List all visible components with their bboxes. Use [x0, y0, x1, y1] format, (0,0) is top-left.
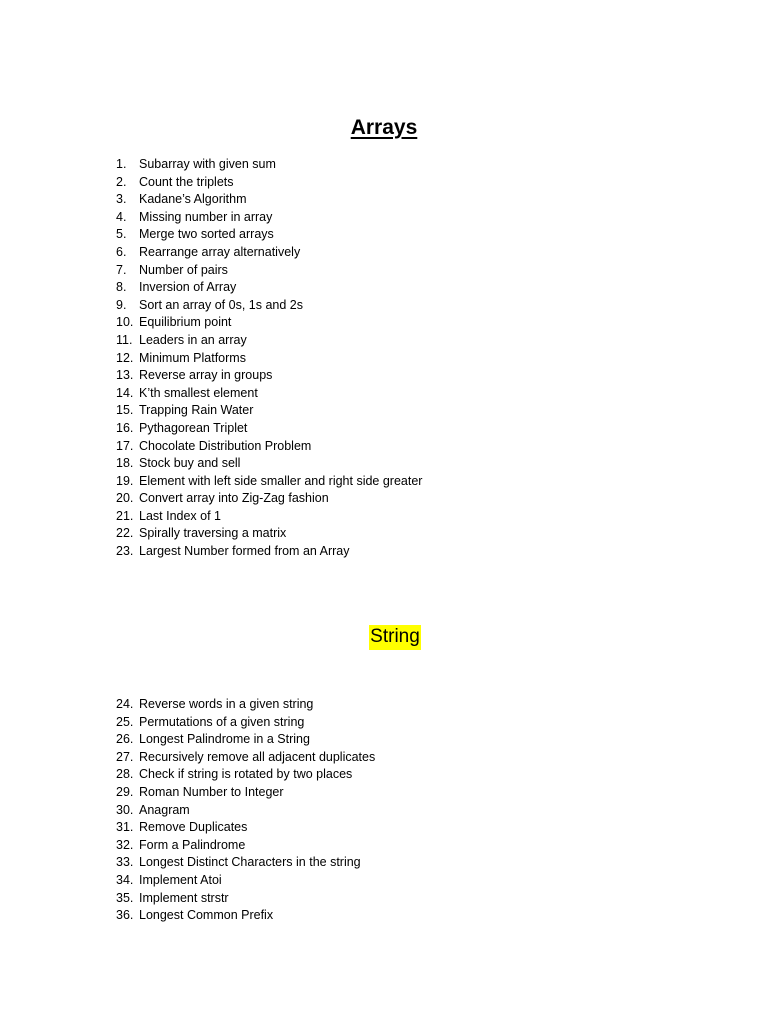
list-item-number: 22.	[116, 526, 134, 541]
list-item-number: 12.	[116, 350, 134, 365]
list-item	[116, 191, 422, 209]
list-item	[116, 402, 422, 420]
list-item-text: Roman Number to Integer	[139, 784, 284, 799]
list-item-number: 36.	[116, 908, 134, 923]
list-item	[116, 156, 422, 174]
list-item-text: Merge two sorted arrays	[139, 227, 274, 242]
list-item-number: 25.	[116, 714, 134, 729]
list-item-number: 28.	[116, 767, 134, 782]
list-item-number: 29.	[116, 784, 134, 799]
list-item-number: 8.	[116, 280, 127, 295]
list-item-number: 31.	[116, 820, 134, 835]
list-item-text: Inversion of Array	[139, 280, 237, 295]
list-item	[116, 508, 422, 526]
list-item-text: Kadane’s Algorithm	[139, 192, 247, 207]
list-item	[116, 696, 375, 714]
list-item	[116, 209, 422, 227]
list-item-number: 17.	[116, 438, 134, 453]
list-item	[116, 438, 422, 456]
list-item	[116, 490, 422, 508]
list-item-text: Count the triplets	[139, 174, 234, 189]
string-list	[116, 696, 375, 925]
list-item	[116, 543, 422, 561]
list-item-text: Recursively remove all adjacent duplicates	[139, 749, 376, 764]
list-item-number: 5.	[116, 227, 127, 242]
list-item-number: 11.	[116, 332, 133, 347]
list-item	[116, 262, 422, 280]
list-item-text: Subarray with given sum	[139, 157, 276, 171]
list-item-text: Leaders in an array	[139, 332, 247, 347]
list-item	[116, 473, 422, 491]
list-item-text: Longest Palindrome in a String	[139, 732, 310, 747]
list-item	[116, 174, 422, 192]
list-item	[116, 731, 375, 749]
list-item-text: Stock buy and sell	[139, 456, 241, 471]
list-item-number: 24.	[116, 697, 134, 711]
string-heading	[0, 625, 768, 650]
arrays-title: Arrays	[350, 116, 418, 139]
list-item-number: 9.	[116, 297, 127, 312]
list-item-text: Convert array into Zig-Zag fashion	[139, 491, 329, 506]
list-item	[116, 872, 375, 890]
list-item	[116, 279, 422, 297]
list-item-number: 20.	[116, 491, 134, 506]
list-item-number: 34.	[116, 872, 134, 887]
list-item-text: Number of pairs	[139, 262, 228, 277]
list-item-number: 15.	[116, 403, 134, 418]
list-item	[116, 802, 375, 820]
list-item-text: Element with left side smaller and right side greater	[139, 473, 423, 488]
list-item	[116, 420, 422, 438]
list-item-text: Last Index of 1	[139, 508, 222, 523]
list-item-number: 3.	[116, 192, 127, 207]
list-item-text: Implement Atoi	[139, 872, 222, 887]
list-item-number: 32.	[116, 837, 134, 852]
list-item-text: Remove Duplicates	[139, 820, 248, 835]
list-item-number: 6.	[116, 244, 127, 259]
list-item-number: 10.	[116, 315, 134, 330]
list-item-text: Form a Palindrome	[139, 837, 246, 852]
list-item-number: 16.	[116, 420, 134, 435]
list-item-number: 2.	[116, 174, 127, 189]
list-item	[116, 226, 422, 244]
list-item-text: Trapping Rain Water	[139, 403, 254, 418]
list-item	[116, 332, 422, 350]
list-item	[116, 350, 422, 368]
list-item	[116, 244, 422, 262]
list-item-text: Reverse words in a given string	[139, 697, 314, 711]
list-item-number: 27.	[116, 749, 134, 764]
list-item	[116, 837, 375, 855]
list-item	[116, 367, 422, 385]
list-item	[116, 890, 375, 908]
list-item	[116, 714, 375, 732]
list-item-number: 35.	[116, 890, 134, 905]
string-title: String	[369, 625, 421, 650]
list-item-number: 1.	[116, 157, 127, 171]
list-item	[116, 525, 422, 543]
list-item	[116, 385, 422, 403]
list-item-text: Rearrange array alternatively	[139, 244, 301, 259]
list-item-number: 26.	[116, 732, 134, 747]
list-item-number: 19.	[116, 473, 134, 488]
list-item	[116, 455, 422, 473]
list-item-number: 33.	[116, 855, 134, 870]
list-item-text: Permutations of a given string	[139, 714, 305, 729]
list-item-text: Longest Distinct Characters in the string	[139, 855, 361, 870]
list-item-text: K’th smallest element	[139, 385, 258, 400]
list-item-text: Missing number in array	[139, 209, 273, 224]
list-item	[116, 784, 375, 802]
list-item-text: Sort an array of 0s, 1s and 2s	[139, 297, 303, 312]
list-item-text: Implement strstr	[139, 890, 229, 905]
list-item-number: 4.	[116, 209, 127, 224]
list-item-text: Reverse array in groups	[139, 368, 273, 383]
list-item	[116, 819, 375, 837]
list-item-text: Pythagorean Triplet	[139, 420, 248, 435]
list-item	[116, 854, 375, 872]
list-item-number: 13.	[116, 368, 134, 383]
list-item	[116, 749, 375, 767]
list-item-text: Longest Common Prefix	[139, 908, 274, 923]
list-item-number: 21.	[116, 508, 134, 523]
list-item	[116, 907, 375, 925]
list-item-number: 7.	[116, 262, 127, 277]
arrays-list	[116, 156, 422, 561]
list-item-text: Chocolate Distribution Problem	[139, 438, 312, 453]
list-item	[116, 766, 375, 784]
list-item	[116, 314, 422, 332]
list-item-text: Minimum Platforms	[139, 350, 246, 365]
arrays-heading	[0, 116, 768, 140]
list-item	[116, 297, 422, 315]
list-item-text: Largest Number formed from an Array	[139, 544, 350, 559]
list-item-text: Anagram	[139, 802, 190, 817]
list-item-number: 18.	[116, 456, 134, 471]
list-item-number: 30.	[116, 802, 134, 817]
list-item-text: Check if string is rotated by two places	[139, 767, 353, 782]
list-item-text: Spirally traversing a matrix	[139, 526, 287, 541]
list-item-number: 14.	[116, 385, 134, 400]
list-item-text: Equilibrium point	[139, 315, 232, 330]
list-item-number: 23.	[116, 544, 134, 559]
